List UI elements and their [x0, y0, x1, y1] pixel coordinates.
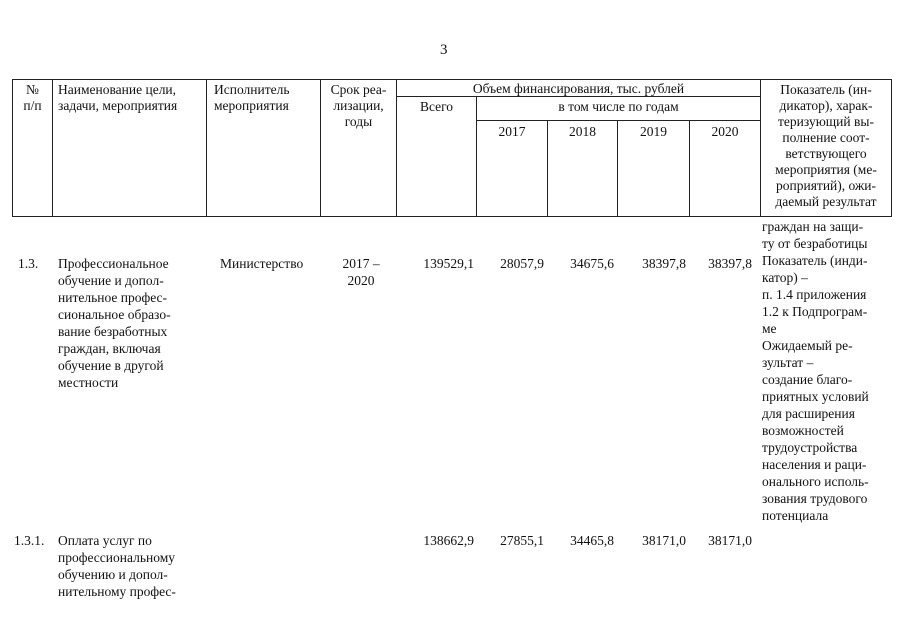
indicator-line: для расширения — [762, 406, 855, 421]
name-line: профессиональному — [58, 550, 175, 565]
page-number: 3 — [440, 42, 448, 58]
header-financing: Объем финансирования, тыс. рублей — [472, 81, 685, 96]
name-line: граждан, включая — [58, 341, 161, 356]
name-line: Профессиональное — [58, 256, 169, 271]
indicator-line: потенциала — [762, 508, 829, 523]
row-2017: 27855,1 — [500, 533, 544, 548]
years-divider — [476, 120, 760, 121]
header-total: Всего — [419, 99, 454, 114]
indicator-line: зования трудового — [762, 491, 868, 506]
row-2020: 38397,8 — [708, 256, 752, 271]
indicator-line: катор) – — [762, 270, 808, 285]
name-line: нительному профес- — [58, 584, 176, 599]
header-year-2018: 2018 — [569, 124, 596, 139]
name-line: сиональное образо- — [58, 307, 171, 322]
row-total: 138662,9 — [423, 533, 474, 548]
name-line: обучению и допол- — [58, 567, 168, 582]
header-year-2020: 2020 — [711, 124, 739, 139]
row-2018: 34465,8 — [570, 533, 614, 548]
name-line: обучение в другой — [58, 358, 164, 373]
header-name: Наименование цели, задачи, мероприятия — [58, 82, 178, 113]
header-num: № п/п — [23, 82, 42, 113]
row-term: 2017 – 2020 — [342, 256, 380, 288]
header-year-2017: 2017 — [498, 124, 526, 139]
indicator-line: Показатель (инди- — [762, 253, 868, 268]
indicator-carryover — [762, 218, 884, 252]
indicator-line: онального исполь- — [762, 474, 869, 489]
name-line: вание безработных — [58, 324, 168, 339]
name-line: нительное профес- — [58, 290, 168, 305]
row-2018: 34675,6 — [570, 256, 614, 271]
indicator-line: создание благо- — [762, 372, 853, 387]
col-border-num — [52, 79, 53, 217]
header-indicator: Показатель (ин- дикатор), харак- теризующий вы- полнение соот- ветствующего мероприятия (ме- роприятий), ожи- даемый результат — [775, 82, 877, 209]
row-number: 1.3.1. — [14, 533, 45, 548]
col-border-name — [206, 79, 207, 217]
row-indicator — [762, 252, 886, 524]
indicator-line: 1.2 к Подпрограм- — [762, 304, 868, 319]
row-2017: 28057,9 — [500, 256, 544, 271]
indicator-line: ме — [762, 321, 777, 336]
indicator-line: п. 1.4 приложения — [762, 287, 867, 302]
row-2019: 38397,8 — [642, 256, 686, 271]
header-by-years: в том числе по годам — [558, 99, 679, 114]
indicator-line: Ожидаемый ре- — [762, 338, 853, 353]
carryover-line: граждан на защи- — [762, 219, 864, 234]
row-number: 1.3. — [18, 256, 39, 271]
row-2020: 38171,0 — [708, 533, 752, 548]
row-name — [58, 255, 200, 391]
row-name — [58, 532, 200, 600]
row-2019: 38171,0 — [642, 533, 686, 548]
indicator-line: зультат – — [762, 355, 814, 370]
name-line: местности — [58, 375, 119, 390]
name-line: обучение и допол- — [58, 273, 164, 288]
header-term: Срок реа- лизации, годы — [330, 82, 387, 129]
header-executor: Исполнитель мероприятия — [214, 82, 290, 113]
indicator-line: населения и раци- — [762, 457, 867, 472]
col-border-right — [891, 79, 892, 217]
indicator-line: возможностей — [762, 423, 844, 438]
indicator-line: трудоустройства — [762, 440, 858, 455]
name-line: Оплата услуг по — [58, 533, 152, 548]
row-executor: Министерство — [220, 256, 304, 271]
carryover-line: ту от безработицы — [762, 236, 868, 251]
indicator-line: приятных условий — [762, 389, 869, 404]
header-year-2019: 2019 — [640, 124, 667, 139]
row-total: 139529,1 — [423, 256, 474, 271]
